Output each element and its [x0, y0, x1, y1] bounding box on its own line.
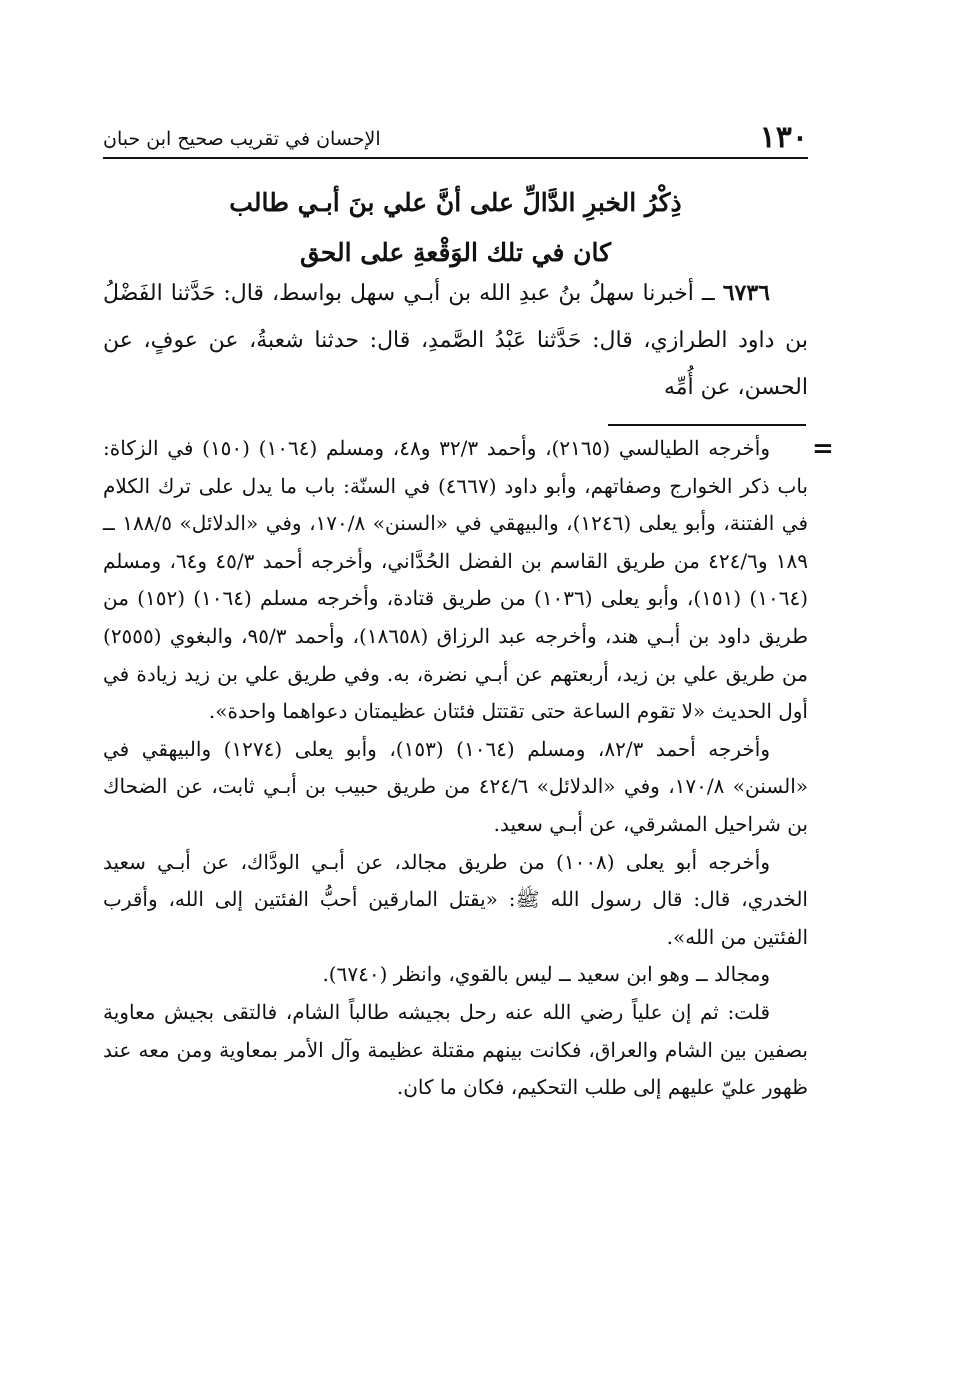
page-number: ١٣٠: [759, 120, 808, 155]
footnote-paragraph-2: وأخرجه أحمد ٨٢/٣، ومسلم (١٠٦٤) (١٥٣)، وأبو يعلى (١٢٧٤) والبيهقي في «السنن» ١٧٠/٨، وفي «الدلائل» ٤٢٤/٦ من طريق حبيب بن أبـي ثابت، عن الضحاك بن شراحيل المشرقي، عن أبـي سعيد.: [103, 736, 808, 836]
footnote-paragraph-1: وأخرجه الطيالسي (٢١٦٥)، وأحمد ٣٢/٣ و٤٨، ومسلم (١٠٦٤) (١٥٠) في الزكاة: باب ذكر الخوارج وصفاتهم، وأبو داود (٤٦٦٧) في السنّة: باب ما يدل على ترك الكلام في الفتنة، وأبو يعلى (١٢٤٦)، والبيهقي في «السنن» ١٧٠/٨، وفي «الدلائل» ١٨٨/٥ ــ ١٨٩ و٤٢٤/٦ من طريق القاسم بن الفضل الحُدَّاني، وأخرجه أحمد ٤٥/٣ و٦٤، ومسلم (١٠٦٤) (١٥١)، وأبو يعلى (١٠٣٦) من طريق قتادة، وأخرجه مسلم (١٠٦٤) (١٥٢) من طريق داود بن أبـي هند، وأخرجه عبد الرزاق (١٨٦٥٨)، وأحمد ٩٥/٣، والبغوي (٢٥٥٥) من طريق علي بن زيد، أربعتهم عن أبـي نضرة، به. وفي طريق علي بن زيد زيادة في أول الحديث «لا تقوم الساعة حتى تقتتل فئتان عظيمتان دعواهما واحدة».: [103, 436, 809, 724]
footnote-paragraph-3: وأخرجه أبو يعلى (١٠٠٨) من طريق مجالد، عن أبـي الودَّاك، عن أبـي سعيد الخدري، قال: قال رسول الله ﷺ: «يقتل المارقين أحبُّ الفئتين إلى الله، وأقرب الفئتين من الله».: [103, 849, 808, 949]
chapter-title-line-2: كان في تلك الوَقْعةِ على الحق: [300, 238, 611, 267]
footnote-paragraph-5: قلت: ثم إن علياً رضي الله عنه رحل بجيشه طالباً الشام، فالتقى بجيش معاوية بصفين بين الشام والعراق، فكانت بينهم مقتلة عظيمة وآل الأمر بمعاوية ومن معه عند ظهور عليّ عليهم إلى طلب التحكيم، فكان ما كان.: [103, 999, 808, 1100]
chapter-title-line-1: ذِكْرُ الخبرِ الدَّالِّ على أنَّ علي بنَ أبـي طالب: [229, 188, 682, 217]
footnote-separator: [608, 424, 806, 426]
footnote-paragraph-4: ومجالد ــ وهو ابن سعيد ــ ليس بالقوي، وانظر (٦٧٤٠).: [322, 962, 770, 987]
hadith-number: ٦٧٣٦: [722, 280, 770, 306]
footnotes: [103, 430, 808, 1107]
hadith-body: ــ أخبرنا سهلُ بنُ عبدِ الله بن أبـي سهل بواسط، قال: حَدَّثنا الفَضْلُ بن داود الطرازي، قال: حَدَّثنا عَبْدُ الصَّمدِ، قال: حدثنا شعبةُ، عن عوفٍ، عن الحسن، عن أُمِّه: [103, 281, 808, 400]
continuation-mark: =: [812, 434, 834, 464]
hadith-text: [103, 270, 808, 411]
page-header: [103, 113, 808, 153]
header-rule: [103, 157, 808, 159]
running-title: الإحسان في تقريب صحيح ابن حبان: [103, 128, 381, 150]
chapter-title: [103, 178, 808, 278]
hadith-paragraph: [103, 270, 808, 411]
